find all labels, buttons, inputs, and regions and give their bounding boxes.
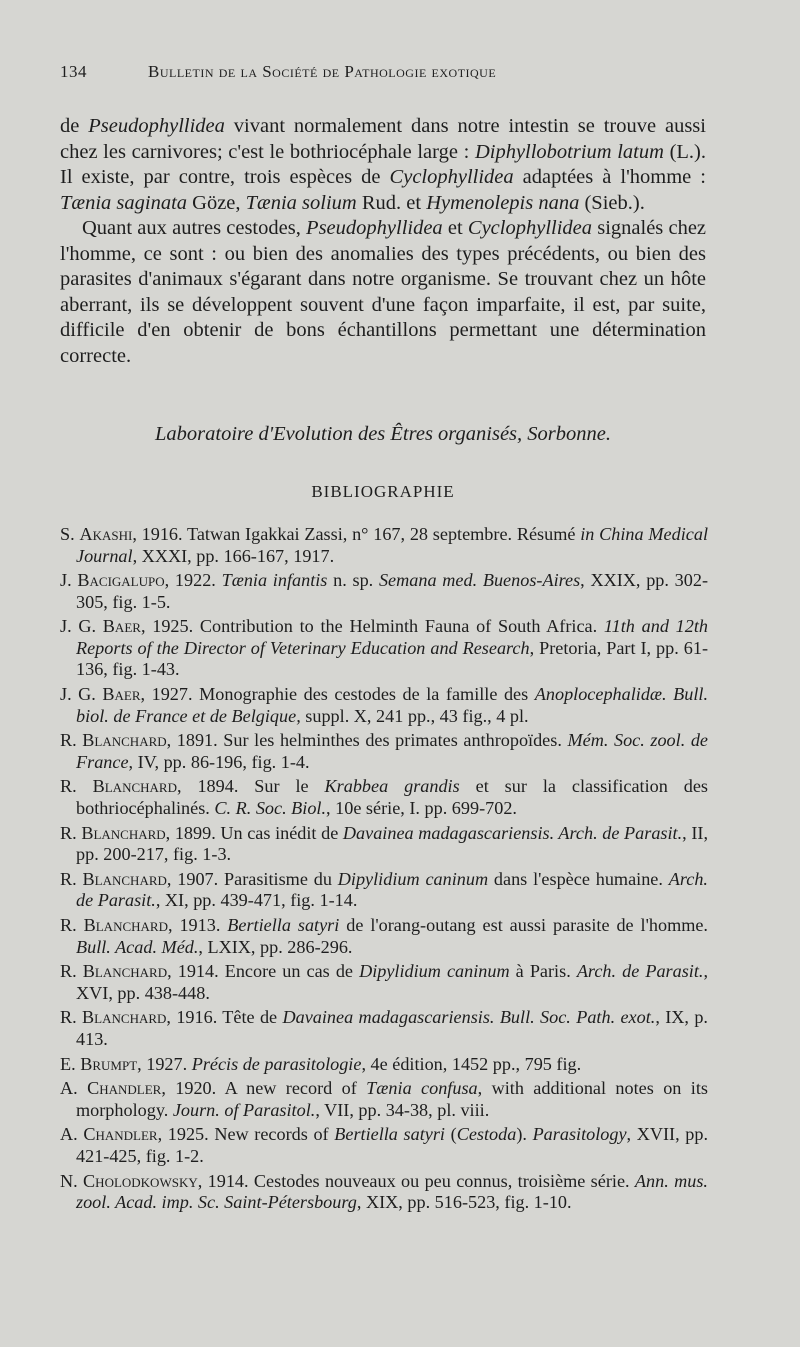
text-run: R.: [60, 730, 83, 751]
text-run: (: [444, 1124, 457, 1145]
text-run: , 10e série, I. pp. 699-702.: [326, 797, 517, 818]
author-name: Chandler: [87, 1078, 162, 1099]
text-run: , 1927.: [137, 1053, 192, 1074]
italic-text: Arch. de Parasit.: [576, 961, 704, 982]
author-name: Baer: [102, 684, 141, 705]
text-run: , 1925. Contribution to the Helminth Fauna of South Africa.: [140, 616, 604, 637]
reference-list: [60, 524, 708, 1217]
italic-text: Diphyllobotrium latum: [474, 140, 664, 163]
italic-text: Tænia infantis: [221, 570, 328, 591]
text-run: , 1913.: [167, 915, 228, 935]
text-run: signalés chez l'homme, ce sont : ou bien des anomalies des types précédents, ou bien des parasites d'animaux s'égarant dans notre organisme. Se trouvant chez un hôte aberrant, ils se développent souvent d'une façon imparfaite, il est, par suite, difficile d'en obtenir de bons échantillons permettant une détermination correcte.: [60, 217, 707, 367]
text-run: dans l'espèce humaine.: [488, 868, 669, 889]
text-run: , XXIX, pp. 302-305, fig. 1-5.: [76, 570, 709, 612]
italic-text: Ann. mus. zool. Acad. imp. Sc. Saint-Pétersbourg: [76, 1170, 708, 1213]
text-run: R.: [60, 868, 83, 889]
text-run: R.: [60, 961, 83, 982]
author-name: Blanchard: [82, 1007, 167, 1028]
italic-text: Dipylidium caninum: [359, 961, 510, 982]
author-name: Blanchard: [92, 776, 177, 797]
running-title: Bulletin de la Société de Pathologie exotique: [148, 62, 497, 81]
italic-text: Précis de parasitologie: [191, 1053, 362, 1074]
author-name: Blanchard: [82, 730, 167, 751]
text-run: , 1914. Encore un cas de: [167, 961, 360, 982]
italic-text: Arch. de Parasit.: [76, 868, 708, 911]
author-name: Blanchard: [82, 961, 168, 982]
italic-text: C. R. Soc. Biol.: [214, 797, 327, 818]
author-name: Bacigalupo: [77, 570, 165, 591]
italic-text: Parasitology: [532, 1124, 627, 1145]
italic-text: Davainea madagascariensis. Bull. Soc. Path. exot.: [282, 1007, 656, 1028]
italic-text: Dipylidium caninum: [337, 868, 489, 889]
text-run: , 1916. Tête de: [166, 1007, 283, 1028]
author-name: Blanchard: [82, 868, 167, 889]
text-run: J. G.: [60, 616, 103, 637]
italic-text: Davainea madagascariensis. Arch. de Parasit.: [342, 822, 683, 843]
text-run: , II, pp. 200-217, fig. 1-3.: [76, 822, 708, 865]
author-name: Blanchard: [81, 822, 166, 843]
text-run: A.: [60, 1078, 88, 1099]
text-run: A.: [60, 1124, 84, 1145]
text-run: , XXXI, pp. 166-167, 1917.: [132, 545, 335, 566]
text-run: Göze,: [187, 191, 246, 214]
text-run: , XVII, pp. 421-425, fig. 1-2.: [76, 1124, 709, 1166]
laboratory-line: Laboratoire d'Evolution des Êtres organisés, Sorbonne.: [155, 423, 611, 445]
text-run: , Pretoria, Part I, pp. 61-136, fig. 1-43.: [76, 637, 709, 680]
text-run: adaptées à l'homme :: [513, 166, 706, 188]
italic-text: Journ. of Parasitol.: [172, 1099, 316, 1120]
text-run: , 1907. Parasitisme du: [166, 868, 338, 889]
text-run: , 1916. Tatwan Igakkai Zassi, n° 167, 28 septembre. Résumé: [132, 524, 581, 544]
author-name: Akashi: [79, 524, 133, 544]
text-run: , XVI, pp. 438-448.: [76, 961, 708, 1003]
text-run: ).: [516, 1124, 533, 1145]
author-name: Cholodkowsky: [83, 1170, 198, 1191]
text-run: , VII, pp. 34-38, pl. viii.: [315, 1099, 490, 1120]
reference-entry: [60, 1054, 708, 1076]
reference-entry: [60, 823, 708, 866]
italic-text: Tænia saginata: [60, 191, 188, 214]
italic-text: Pseudophyllidea: [306, 217, 443, 239]
bibliography-heading: BIBLIOGRAPHIE: [311, 482, 455, 501]
text-run: Rud. et: [356, 191, 427, 214]
text-run: , 1894. Sur le: [176, 776, 325, 797]
italic-text: Bertiella satyri: [227, 915, 340, 935]
text-run: R.: [60, 1007, 83, 1028]
text-run: , 1927. Monographie des cestodes de la famille des: [140, 684, 535, 705]
reference-entry: [60, 684, 708, 727]
body-paragraph: [60, 114, 706, 216]
italic-text: Anoplocephalidæ. Bull. biol. de France et de Belgique,: [76, 684, 709, 726]
italic-text: 11th and 12th Reports of the Director of Veterinary Education and Research: [76, 616, 708, 658]
body-paragraph: [60, 216, 706, 369]
italic-text: Hymenolepis nana: [426, 191, 580, 214]
text-run: , 1922.: [164, 570, 222, 591]
text-run: , 1914. Cestodes nouveaux ou peu connus, troisième série.: [197, 1170, 635, 1191]
reference-entry: [60, 1007, 708, 1050]
italic-text: in China Medical Journal: [76, 524, 708, 566]
italic-text: Tænia confusa: [366, 1078, 478, 1099]
body-text: [60, 114, 706, 369]
italic-text: Cyclophyllidea: [467, 217, 593, 239]
author-name: Baer: [102, 616, 141, 637]
italic-text: Krabbea grandis: [324, 776, 460, 797]
text-run: R.: [60, 776, 93, 797]
reference-entry: [60, 570, 708, 613]
reference-entry: [60, 524, 708, 567]
italic-text: Bull. Acad. Méd.: [76, 936, 199, 957]
text-run: , IV, pp. 86-196, fig. 1-4.: [128, 751, 310, 772]
reference-entry: [60, 915, 708, 958]
text-run: , IX, p. 413.: [76, 1007, 708, 1049]
text-run: S.: [60, 524, 80, 544]
author-name: Brumpt: [80, 1053, 138, 1074]
text-run: J. G.: [60, 684, 103, 705]
text-run: et sur la classification des bothriocéphalinés.: [76, 776, 708, 818]
italic-text: Cyclophyllidea: [389, 166, 514, 188]
text-run: à Paris.: [509, 961, 577, 982]
text-run: , 1891. Sur les helminthes des primates anthropoïdes.: [166, 730, 568, 751]
text-run: , with additional notes on its morphology.: [76, 1078, 708, 1120]
italic-text: Tænia solium: [245, 191, 357, 214]
text-run: de l'orang-outang est aussi parasite de l'homme.: [339, 915, 708, 935]
text-run: et: [442, 217, 468, 239]
text-run: (Sieb.).: [579, 191, 645, 214]
italic-text: Bertiella satyri: [334, 1124, 445, 1145]
text-run: J.: [60, 570, 78, 591]
running-header: [60, 62, 620, 82]
reference-entry: [60, 1078, 708, 1121]
italic-text: Cestoda: [456, 1124, 517, 1145]
reference-entry: [60, 869, 708, 912]
text-run: n. sp.: [327, 570, 379, 591]
text-run: , 1920. A new record of: [161, 1078, 367, 1099]
italic-text: Mém. Soc. zool. de France: [76, 730, 708, 772]
text-run: suppl. X, 241 pp., 43 fig., 4 pl.: [300, 705, 529, 726]
reference-entry: [60, 730, 708, 773]
page-number: 134: [60, 62, 87, 81]
reference-entry: [60, 776, 708, 819]
reference-entry: [60, 1124, 708, 1167]
text-run: vivant normalement dans notre intestin se trouve aussi chez les carnivores; c'est le bothriocéphale large :: [60, 115, 706, 163]
text-run: , XI, pp. 439-471, fig. 1-14.: [155, 890, 358, 911]
text-run: Quant aux autres cestodes,: [82, 217, 307, 239]
reference-entry: [60, 616, 708, 681]
text-run: N.: [60, 1170, 84, 1191]
reference-entry: [60, 1171, 708, 1214]
text-run: de: [60, 115, 89, 137]
text-run: E.: [60, 1053, 81, 1074]
text-run: , 4e édition, 1452 pp., 795 fig.: [361, 1053, 582, 1074]
text-run: (L.). Il existe, par contre, trois espèces de: [60, 140, 706, 188]
author-name: Blanchard: [83, 915, 168, 935]
text-run: R.: [60, 915, 84, 935]
text-run: , XIX, pp. 516-523, fig. 1-10.: [356, 1192, 572, 1213]
italic-text: Semana med. Buenos-Aires: [378, 570, 581, 591]
text-run: , LXIX, pp. 286-296.: [198, 936, 353, 957]
author-name: Chandler: [83, 1124, 158, 1145]
text-run: , 1899. Un cas inédit de: [165, 822, 343, 843]
text-run: , 1925. New records of: [157, 1124, 335, 1145]
italic-text: Pseudophyllidea: [88, 115, 225, 137]
text-run: R.: [60, 822, 82, 843]
reference-entry: [60, 961, 708, 1004]
